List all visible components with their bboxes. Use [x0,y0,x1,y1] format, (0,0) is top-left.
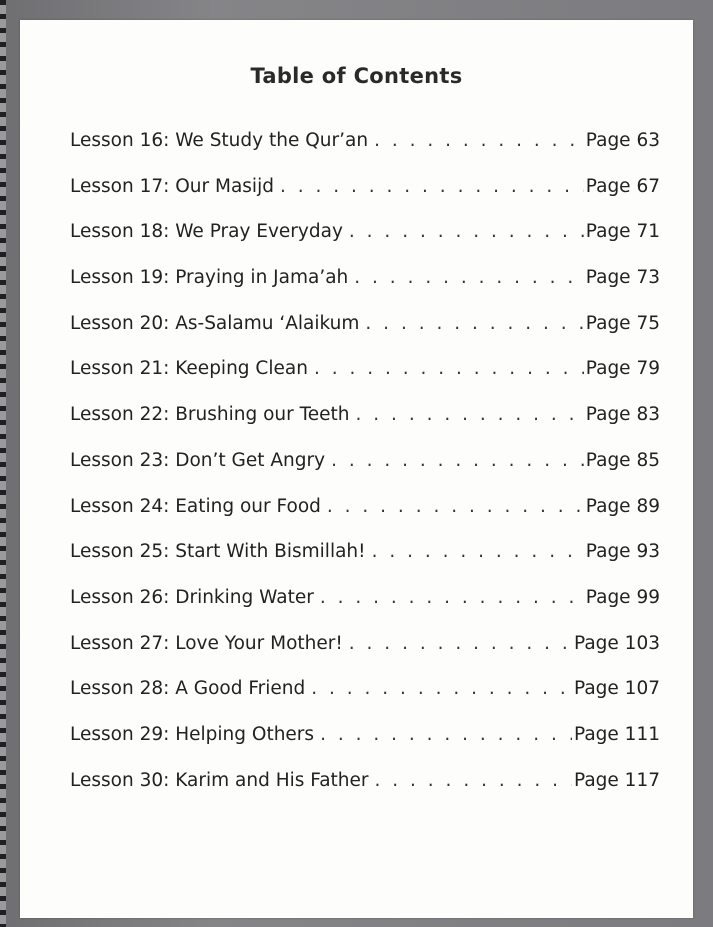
toc-entry-page: Page 93 [585,541,660,563]
toc-entry [70,176,660,222]
toc-entry [70,221,660,267]
toc-entry-page: Page 103 [574,632,660,654]
toc-entry-page: Page 75 [585,312,660,334]
toc-entry-label: Lesson 23: Don’t Get Angry [70,449,326,471]
toc-entry-label: Lesson 18: We Pray Everyday [70,221,343,243]
dot-leader [280,176,584,197]
toc-entry-label: Lesson 25: Start With Bismillah! [70,541,366,563]
toc-entry-label: Lesson 29: Helping Others [70,723,315,745]
dot-leader [349,633,572,654]
dot-leader [375,770,573,791]
dot-leader [320,587,584,608]
toc-entry-page: Page 85 [585,449,660,471]
toc-entry [70,678,660,724]
dot-leader [349,221,584,242]
toc-entry [70,358,660,404]
toc-entry-page: Page 67 [585,175,660,197]
dot-leader [372,541,584,562]
toc-entry-page: Page 83 [585,404,660,426]
toc-entry [70,130,660,176]
toc-entry-page: Page 71 [585,221,660,243]
dot-leader [331,450,584,471]
dot-leader [365,313,583,334]
toc-entry [70,587,660,633]
toc-entry-page: Page 63 [585,130,660,151]
toc-entry [70,404,660,450]
toc-entry-label: Lesson 19: Praying in Jama’ah [70,267,349,289]
dot-leader [374,130,584,151]
toc-entry-label: Lesson 16: We Study the Qur’an [70,130,369,151]
toc-entry-label: Lesson 26: Drinking Water [70,586,314,608]
toc-entry-label: Lesson 22: Brushing our Teeth [70,404,350,426]
toc-list [70,130,660,815]
toc-entry-page: Page 73 [585,267,660,289]
toc-entry [70,770,660,816]
spiral-binding [0,0,6,927]
dot-leader [354,267,584,288]
toc-entry-page: Page 99 [585,586,660,608]
dot-leader [311,678,572,699]
toc-entry [70,496,660,542]
toc-entry [70,541,660,587]
toc-entry-page: Page 107 [574,678,660,700]
toc-entry [70,724,660,770]
toc-entry [70,633,660,679]
toc-entry-label: Lesson 24: Eating our Food [70,495,321,517]
dot-leader [320,724,572,745]
toc-entry-label: Lesson 20: As-Salamu ‘Alaikum [70,312,360,334]
toc-entry-page: Page 111 [574,723,660,745]
toc-entry [70,313,660,359]
toc-entry-label: Lesson 30: Karim and His Father [70,769,369,791]
dot-leader [356,404,584,425]
toc-entry-label: Lesson 28: A Good Friend [70,678,306,700]
toc-entry-label: Lesson 21: Keeping Clean [70,358,308,380]
page-title: Table of Contents [250,64,463,89]
toc-entry-label: Lesson 17: Our Masijd [70,175,274,197]
dot-leader [327,496,584,517]
toc-entry-page: Page 117 [574,769,660,791]
toc-entry-page: Page 89 [585,495,660,517]
toc-entry-page: Page 79 [585,358,660,380]
toc-entry-label: Lesson 27: Love Your Mother! [70,632,343,654]
document-page [20,20,693,918]
dot-leader [314,358,584,379]
toc-entry [70,267,660,313]
toc-entry [70,450,660,496]
